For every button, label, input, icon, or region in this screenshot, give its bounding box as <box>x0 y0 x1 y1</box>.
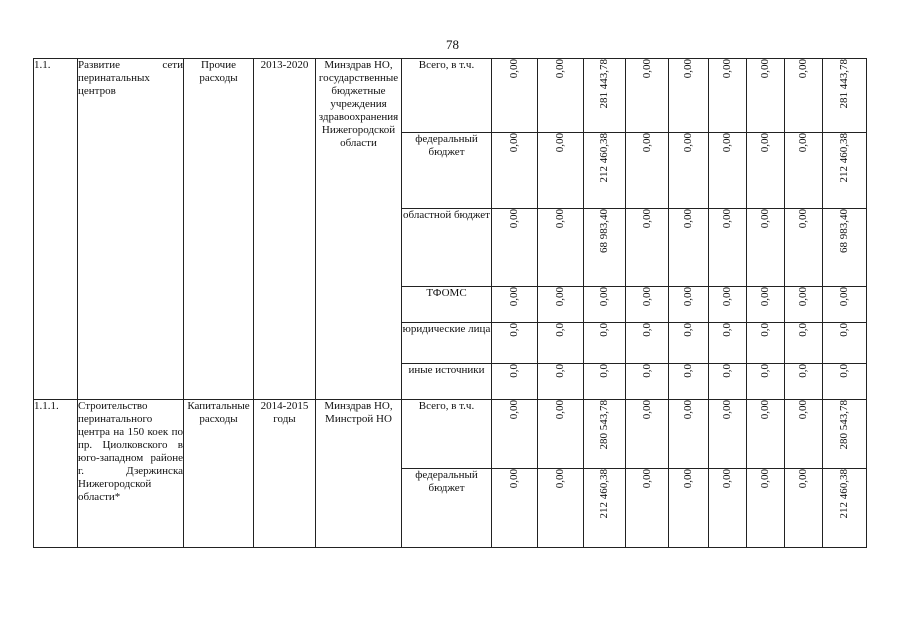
funding-source: федеральный бюджет <box>402 469 492 548</box>
amount-value: 0,0 <box>759 364 771 378</box>
amount-value: 0,00 <box>640 59 653 79</box>
amount-value: 0,00 <box>554 133 566 153</box>
amount-cell <box>747 364 785 400</box>
amount-cell <box>747 287 785 323</box>
amount-value: 0,0 <box>682 323 694 337</box>
table-row <box>34 400 867 469</box>
amount-value: 0,00 <box>554 209 566 229</box>
amount-cell <box>492 323 538 364</box>
amount-cell <box>709 400 747 469</box>
period: 2014-2015 годы <box>254 400 316 548</box>
amount-cell <box>584 364 626 400</box>
amount-value: 0,00 <box>554 287 566 307</box>
amount-value: 0,0 <box>640 323 653 337</box>
amount-value: 0,00 <box>682 133 694 153</box>
amount-cell <box>626 209 669 287</box>
amount-cell <box>626 287 669 323</box>
amount-cell <box>584 323 626 364</box>
amount-value: 0,00 <box>797 287 809 307</box>
amount-cell <box>584 133 626 209</box>
amount-value: 0,0 <box>598 364 610 378</box>
amount-value: 0,00 <box>554 59 566 79</box>
amount-cell <box>669 364 709 400</box>
amount-cell <box>823 133 867 209</box>
amount-value: 0,00 <box>508 287 520 307</box>
amount-value: 0,00 <box>721 400 733 420</box>
amount-value: 280 543,78 <box>598 400 610 450</box>
amount-value: 0,00 <box>797 400 809 420</box>
amount-value: 0,0 <box>721 364 733 378</box>
amount-value: 0,00 <box>759 400 771 420</box>
amount-value: 0,0 <box>598 323 610 337</box>
amount-value: 281 443,78 <box>838 59 850 109</box>
amount-value: 0,00 <box>759 209 771 229</box>
amount-value: 68 983,40 <box>838 209 850 253</box>
amount-value: 281 443,78 <box>598 59 610 109</box>
budget-table <box>33 58 867 548</box>
amount-value: 280 543,78 <box>838 400 850 450</box>
expense-type: Прочие расходы <box>184 59 254 400</box>
amount-value: 0,00 <box>682 287 694 307</box>
executor: Минздрав НО, государственные бюджетные учреждения здравоохранения Нижегородской области <box>316 59 402 400</box>
funding-source: федеральный бюджет <box>402 133 492 209</box>
amount-cell <box>492 400 538 469</box>
amount-value: 0,00 <box>721 209 733 229</box>
amount-cell <box>538 209 584 287</box>
amount-value: 0,00 <box>721 133 733 153</box>
amount-cell <box>785 469 823 548</box>
amount-cell <box>538 287 584 323</box>
amount-cell <box>747 59 785 133</box>
amount-cell <box>747 209 785 287</box>
amount-cell <box>669 133 709 209</box>
amount-cell <box>669 323 709 364</box>
amount-cell <box>823 400 867 469</box>
amount-cell <box>785 323 823 364</box>
amount-cell <box>669 209 709 287</box>
amount-value: 212 460,38 <box>838 469 850 519</box>
amount-value: 0,00 <box>554 400 566 420</box>
amount-cell <box>709 287 747 323</box>
amount-cell <box>669 469 709 548</box>
period: 2013-2020 <box>254 59 316 400</box>
amount-value: 0,0 <box>554 364 566 378</box>
amount-cell <box>823 364 867 400</box>
amount-value: 0,00 <box>508 133 520 153</box>
funding-source: юридические лица <box>402 323 492 364</box>
amount-value: 0,00 <box>721 469 733 489</box>
amount-cell <box>785 400 823 469</box>
amount-cell <box>669 59 709 133</box>
amount-value: 0,00 <box>640 400 653 420</box>
amount-value: 0,00 <box>508 469 520 489</box>
amount-cell <box>669 400 709 469</box>
amount-cell <box>538 133 584 209</box>
amount-cell <box>538 400 584 469</box>
item-number: 1.1.1. <box>34 400 78 548</box>
amount-cell <box>823 59 867 133</box>
amount-value: 0,00 <box>759 469 771 489</box>
amount-cell <box>747 133 785 209</box>
page-number: 78 <box>446 37 459 52</box>
amount-cell <box>747 323 785 364</box>
amount-value: 0,00 <box>682 469 694 489</box>
amount-value: 0,0 <box>838 323 850 337</box>
amount-cell <box>785 287 823 323</box>
amount-cell <box>538 469 584 548</box>
amount-cell <box>492 287 538 323</box>
amount-value: 0,0 <box>759 323 771 337</box>
amount-cell <box>584 469 626 548</box>
amount-value: 0,00 <box>508 400 520 420</box>
amount-cell <box>626 323 669 364</box>
amount-value: 0,00 <box>759 59 771 79</box>
amount-value: 0,00 <box>640 209 653 229</box>
amount-cell <box>785 133 823 209</box>
amount-cell <box>626 364 669 400</box>
executor: Минздрав НО, Минстрой НО <box>316 400 402 548</box>
funding-source: Всего, в т.ч. <box>402 400 492 469</box>
amount-value: 0,00 <box>508 59 520 79</box>
funding-source: Всего, в т.ч. <box>402 59 492 133</box>
amount-value: 0,00 <box>682 209 694 229</box>
amount-value: 0,0 <box>797 323 809 337</box>
amount-cell <box>747 469 785 548</box>
amount-cell <box>709 59 747 133</box>
amount-value: 0,00 <box>682 400 694 420</box>
amount-cell <box>626 133 669 209</box>
amount-value: 0,00 <box>838 287 850 307</box>
amount-cell <box>709 323 747 364</box>
amount-value: 0,00 <box>797 469 809 489</box>
amount-cell <box>669 287 709 323</box>
amount-cell <box>584 209 626 287</box>
amount-value: 0,0 <box>797 364 809 378</box>
amount-cell <box>492 364 538 400</box>
amount-cell <box>823 287 867 323</box>
item-name: Развитие сети перинатальных центров <box>78 59 184 400</box>
amount-cell <box>492 133 538 209</box>
amount-value: 212 460,38 <box>598 133 610 183</box>
amount-cell <box>626 400 669 469</box>
amount-value: 0,0 <box>508 323 520 337</box>
amount-value: 0,00 <box>721 287 733 307</box>
amount-cell <box>492 209 538 287</box>
amount-value: 0,0 <box>721 323 733 337</box>
amount-cell <box>584 400 626 469</box>
amount-cell <box>709 469 747 548</box>
table-row <box>34 59 867 133</box>
amount-value: 0,00 <box>508 209 520 229</box>
amount-cell <box>823 323 867 364</box>
amount-cell <box>709 133 747 209</box>
amount-value: 0,00 <box>797 209 809 229</box>
amount-cell <box>709 364 747 400</box>
amount-value: 0,00 <box>640 287 653 307</box>
amount-value: 0,00 <box>759 287 771 307</box>
amount-cell <box>492 59 538 133</box>
funding-source: иные источники <box>402 364 492 400</box>
amount-cell <box>538 323 584 364</box>
amount-cell <box>709 209 747 287</box>
amount-cell <box>785 59 823 133</box>
expense-type: Капитальные расходы <box>184 400 254 548</box>
amount-cell <box>626 469 669 548</box>
amount-value: 0,00 <box>682 59 694 79</box>
amount-cell <box>747 400 785 469</box>
item-number: 1.1. <box>34 59 78 400</box>
amount-value: 0,0 <box>682 364 694 378</box>
amount-value: 68 983,40 <box>598 209 610 253</box>
amount-cell <box>823 469 867 548</box>
amount-value: 0,0 <box>508 364 520 378</box>
amount-cell <box>538 59 584 133</box>
amount-value: 0,0 <box>838 364 850 378</box>
amount-value: 212 460,38 <box>838 133 850 183</box>
amount-value: 0,00 <box>554 469 566 489</box>
funding-source: областной бюджет <box>402 209 492 287</box>
amount-value: 0,0 <box>640 364 653 378</box>
amount-value: 0,00 <box>797 133 809 153</box>
amount-cell <box>538 364 584 400</box>
amount-value: 212 460,38 <box>598 469 610 519</box>
amount-value: 0,00 <box>759 133 771 153</box>
amount-cell <box>626 59 669 133</box>
amount-value: 0,00 <box>797 59 809 79</box>
amount-cell <box>492 469 538 548</box>
amount-value: 0,00 <box>598 287 610 307</box>
amount-value: 0,00 <box>640 469 653 489</box>
amount-cell <box>785 364 823 400</box>
amount-cell <box>785 209 823 287</box>
amount-cell <box>584 287 626 323</box>
amount-value: 0,00 <box>640 133 653 153</box>
amount-cell <box>823 209 867 287</box>
item-name: Строительство перинатального центра на 150 коек по пр. Циолковского в юго-западном районе г. Дзержинска Нижегородской области* <box>78 400 184 548</box>
amount-value: 0,00 <box>721 59 733 79</box>
funding-source: ТФОМС <box>402 287 492 323</box>
amount-cell <box>584 59 626 133</box>
amount-value: 0,0 <box>554 323 566 337</box>
